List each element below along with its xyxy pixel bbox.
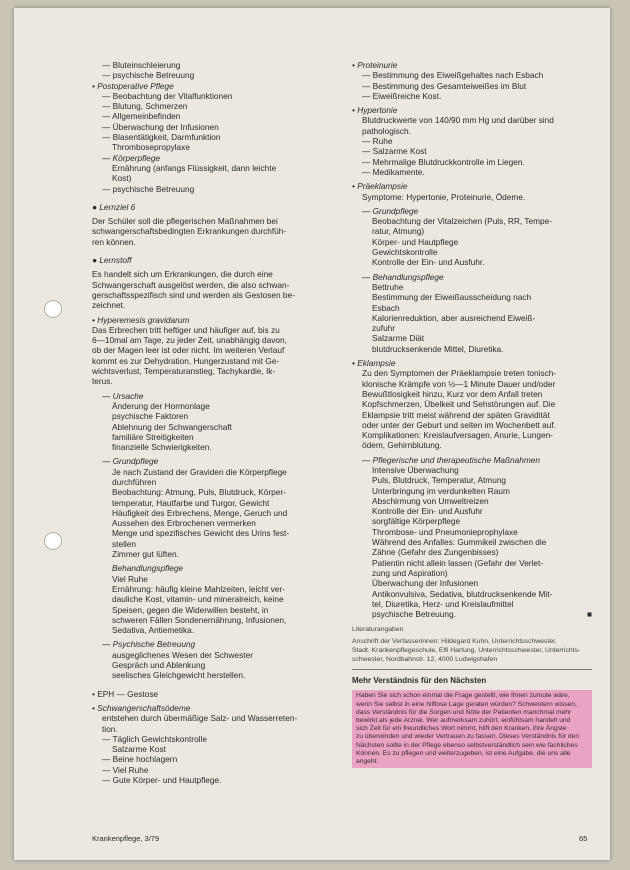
- text-line: • Postoperative Pflege: [92, 80, 174, 91]
- text-line: Antikonvulsiva, Sedativa, blutdrucksenkende Mit-: [372, 588, 553, 599]
- text-line: entstehen durch übermäßige Salz- und Wasserreten-: [102, 713, 298, 724]
- text-line: — Täglich Gewichtskontrolle: [102, 733, 207, 744]
- text-line: Ablehnung der Schwangerschaft: [112, 421, 232, 432]
- box-line: Nächsten sollte in der Pflege ebenso selbstverständlich sein wie fachliches: [356, 741, 578, 749]
- text-line: Kost): [112, 173, 132, 184]
- text-line: — Beine hochlagern: [102, 754, 178, 765]
- author-line: schwester, Nordbahnstr. 12, 4000 Ludwigshafen: [352, 655, 498, 663]
- text-line: • Hyperemesis gravidarum: [92, 314, 190, 325]
- box-line: Können. Es zu pflegen und weiterzugeben, ist eine Aufgabe, die uns alle angeht.: [356, 749, 571, 766]
- text-line: Kontrolle der Ein- und Ausfuhr.: [372, 257, 485, 268]
- text-line: Abschirmung von Umweltreizen: [372, 495, 489, 506]
- text-line: Symptome: Hypertonie, Proteinurie, Ödeme.: [362, 191, 526, 202]
- text-line: [92, 247, 338, 255]
- text-line: Ernährung: häufig kleine Mahlzeiten, leicht ver-: [112, 583, 285, 594]
- text-line: — Gute Körper- und Hautpflege.: [102, 775, 222, 785]
- text-line: [92, 194, 338, 202]
- end-mark: ■: [586, 609, 592, 620]
- text-line: • EPH — Gestose: [92, 688, 159, 699]
- text-line: Beobachtung: Atmung, Puls, Blutdruck, Körper-: [112, 487, 286, 498]
- text-line: ● Lernstoff: [92, 255, 132, 266]
- text-line: — Mehrmalige Blutdruckkontrolle im Liegen.: [362, 156, 525, 167]
- text-line: Esbach: [372, 302, 400, 313]
- text-line: ratur, Atmung): [372, 226, 425, 237]
- text-line: — Beobachtung der Vitalfunktionen: [102, 90, 233, 101]
- text-line: • Schwangerschaftsödeme: [92, 702, 191, 713]
- text-line: Salzarme Kost: [112, 744, 166, 755]
- text-line: Aussehen des Erbrochenen vermerken: [112, 518, 256, 529]
- text-line: — Psychische Betreuung: [102, 639, 196, 650]
- text-line: Häufigkeit des Erbrechens, Menge, Geruch und: [112, 507, 288, 518]
- text-line: Kontrolle der Ein- und Ausfuhr: [372, 506, 483, 517]
- text-line: [92, 681, 338, 689]
- text-line: • Präeklampsie: [352, 181, 408, 192]
- text-line: Gespräch und Ablenkung: [112, 660, 206, 671]
- text-line: Schwangerschaft ausgelöst werden, die also schwan-: [92, 279, 290, 290]
- author-address: [352, 638, 592, 664]
- text-line: 6—10mal am Tage, zu jeder Zeit, unabhängig davon,: [92, 335, 287, 346]
- text-line: stellen: [112, 538, 136, 549]
- text-line: Der Schüler soll die pflegerischen Maßnahmen bei: [92, 216, 278, 227]
- text-line: Salzarme Diät: [372, 333, 425, 344]
- text-line: Das Erbrechen tritt heftiger und häufiger auf, bis zu: [92, 324, 280, 335]
- author-line: Stadt. Krankenpflegeschule, Elfi Hartung, Unterrichtsschwester, Unterrichts-: [352, 646, 581, 654]
- text-line: gerschaftsspezifisch sind und werden als Gestosen be-: [92, 289, 295, 300]
- text-line: — Überwachung der Infusionen: [102, 121, 219, 132]
- text-line: oder unter der Geburt und selten im Wochenbett auf.: [362, 419, 557, 430]
- text-line: ausgeglichenes Wesen der Schwester: [112, 649, 253, 660]
- text-line: zufuhr: [372, 323, 396, 334]
- text-line: pathologisch.: [362, 125, 411, 136]
- text-line: finanzielle Schwierigkeiten.: [112, 442, 212, 453]
- text-line: — psychische Betreuung: [102, 183, 195, 194]
- literature-heading: Literaturangaben: [352, 625, 404, 633]
- text-line: dauliche Kost, vitamin- und mineralreich, keine: [112, 594, 284, 605]
- author-line: Anschrift der Verfasserinnen: Hildegard Kuhn, Unterrichtsschwester,: [352, 638, 557, 646]
- text-line: — Ursache: [102, 390, 144, 401]
- text-line: — Körperpflege: [102, 152, 161, 163]
- text-line: ● Lernziel 6: [92, 201, 136, 212]
- text-line: ren können.: [92, 236, 136, 247]
- text-line: familiäre Streitigkeiten: [112, 431, 194, 442]
- text-line: Es handelt sich um Erkrankungen, die durch eine: [92, 269, 273, 280]
- text-line: — Bluteinschleierung: [102, 60, 181, 70]
- box-line: dass Verständnis für die Sorgen und Nöte der Patienten manchmal mehr: [356, 708, 572, 716]
- punch-hole-bottom: [44, 532, 62, 550]
- text-line: — Grundpflege: [102, 456, 159, 467]
- box-line: sich Zeit für ein freundliches Wort nimmt, hilft den Kranken, ihre Ängste: [356, 725, 567, 733]
- text-line: Intensive Überwachung: [372, 464, 459, 475]
- text-line: — psychische Betreuung: [102, 70, 195, 81]
- text-line: — Grundpflege: [362, 205, 419, 216]
- text-line: — Ruhe: [362, 136, 393, 147]
- text-line: kommt es zur Dehydration, Hungerzustand mit Ge-: [92, 355, 280, 366]
- text-line: schweren Fällen Sondenernährung, Infusionen,: [112, 614, 287, 625]
- box-line: wenn Sie selbst in eine hilflose Lage geraten würden? Schwestern wissen,: [356, 700, 577, 708]
- text-line: Bettruhe: [372, 281, 404, 292]
- text-line: Während des Anfalles: Gummikeil zwischen die: [372, 537, 547, 548]
- text-line: Viel Ruhe: [112, 573, 148, 584]
- text-line: Patientin nicht allein lassen (Gefahr der Verlet-: [372, 557, 544, 568]
- text-line: psychische Betreuung.: [372, 609, 456, 620]
- text-line: Thrombose- und Pneumonieprophylaxe: [372, 526, 518, 537]
- text-line: • Eklampsie: [352, 358, 396, 369]
- text-line: Gewichtskontrolle: [372, 247, 438, 258]
- text-line: — Blasentätigkeit, Darmfunktion: [102, 132, 221, 143]
- text-line: durchführen: [112, 476, 157, 487]
- box-line: bewirkt als jede Arznei. Wer aufmerksam zuhört, einfühlsam handelt und: [356, 717, 571, 725]
- text-line: terus.: [92, 376, 113, 387]
- text-line: Blutdruckwerte von 140/90 mm Hg und darüber sind: [362, 115, 554, 126]
- box-title: Mehr Verständnis für den Nächsten: [352, 676, 487, 686]
- text-line: — Behandlungspflege: [362, 271, 444, 282]
- text-line: blutdrucksenkende Mittel, Diuretika.: [372, 343, 504, 354]
- highlighted-box: [352, 690, 592, 768]
- text-line: ob der Magen leer ist oder nicht. Im weiteren Verlauf: [92, 345, 285, 356]
- text-line: Thrombosepropylaxe: [112, 142, 190, 153]
- document-page: [14, 8, 610, 860]
- text-line: Eklampsie tritt meist während der späten Gravidität: [362, 409, 550, 420]
- text-line: — Bestimmung des Eiweißgehaltes nach Esbach: [362, 70, 544, 81]
- text-line: wichtsverlust, Temperaturanstieg, Tachykardie, Ik-: [92, 366, 276, 377]
- text-line: — Bestimmung des Gesamteiweißes im Blut: [362, 80, 527, 91]
- text-line: sorgfältige Körperpflege: [372, 516, 461, 527]
- text-line: — Blutung, Schmerzen: [102, 101, 188, 112]
- text-line: zung und Aspiration): [372, 567, 448, 578]
- text-line: — Viel Ruhe: [102, 764, 149, 775]
- text-line: ödem, Gehirnblutung.: [362, 440, 442, 451]
- text-line: Komplikationen: Kreislaufversagen, Anurie, Lungen-: [362, 430, 553, 441]
- text-line: Beobachtung der Vitalzeichen (Puls, RR, Tempe-: [372, 216, 553, 227]
- page-number: 65: [579, 834, 588, 843]
- text-line: seelisches Gleichgewicht herstellen.: [112, 670, 246, 681]
- box-line: zu überwinden und wieder Vertrauen zu fassen. Dieses Verständnis für den: [356, 733, 580, 741]
- text-line: Änderung der Hormonlage: [112, 400, 210, 411]
- text-line: psychische Faktoren: [112, 411, 189, 422]
- text-line: — Pflegerische und therapeutische Maßnahmen: [362, 454, 541, 465]
- text-line: • Proteinurie: [352, 60, 398, 70]
- text-line: Kalorienreduktion, aber ausreichend Eiweiß-: [372, 312, 536, 323]
- text-line: Zu den Symptomen der Präeklampsie treten tonisch-: [362, 368, 557, 379]
- text-line: • Hypertonie: [352, 105, 398, 116]
- text-line: zeichnet.: [92, 300, 126, 311]
- box-line: Haben Sie sich schon einmal die Frage gestellt, wie Ihnen zumute wäre,: [356, 692, 570, 700]
- text-line: — Allgemeinbefinden: [102, 111, 181, 122]
- text-line: — Medikamente.: [362, 166, 425, 177]
- text-line: temperatur, Hautfarbe und Turgor, Gewicht: [112, 497, 270, 508]
- right-column: [352, 60, 592, 768]
- text-line: Bewußtlosigkeit hinzu, Kurz vor dem Anfall treten: [362, 388, 543, 399]
- left-column: [92, 60, 338, 785]
- text-line: — Salzarme Kost: [362, 146, 427, 157]
- text-line: schwangerschaftsbedingten Erkrankungen durchfüh-: [92, 226, 287, 237]
- text-line: Unterbringung im verdunkelten Raum: [372, 485, 510, 496]
- text-line: Speisen, gegen die Widerwillen besteht, in: [112, 604, 269, 615]
- text-line: klonische Krämpfe von ½—1 Minute Dauer und/oder: [362, 378, 556, 389]
- text-line: Ernährung (anfangs Flüssigkeit, dann leichte: [112, 162, 277, 173]
- text-line: Kopfschmerzen, Übelkeit und Sehstörungen auf. Die: [362, 399, 556, 410]
- text-line: tel, Diuretika, Herz- und Kreislaufmittel: [372, 598, 514, 609]
- text-line: Behandlungspflege: [112, 563, 184, 574]
- footer-journal: Krankenpflege, 3/79: [92, 834, 160, 843]
- text-line: — Eiweißreiche Kost.: [362, 90, 442, 101]
- text-line: Überwachung der Infusionen: [372, 578, 479, 589]
- text-line: Körper- und Hautpflege: [372, 236, 459, 247]
- text-line: Je nach Zustand der Graviden die Körperpflege: [112, 466, 287, 477]
- text-line: Zimmer gut lüften.: [112, 549, 179, 560]
- text-line: tion.: [102, 723, 118, 734]
- text-line: Menge und spezifisches Gewicht des Urins fest-: [112, 528, 290, 539]
- text-line: Zähne (Gefahr des Zungenbisses): [372, 547, 499, 558]
- text-line: Sedativa, Antiemetika.: [112, 625, 195, 636]
- right-column-text: [352, 60, 592, 619]
- divider: [352, 669, 592, 670]
- text-line: Puls, Blutdruck, Temperatur, Atmung: [372, 475, 507, 486]
- punch-hole-top: [44, 300, 62, 318]
- text-line: Bestimmung der Eiweißausscheidung nach: [372, 292, 532, 303]
